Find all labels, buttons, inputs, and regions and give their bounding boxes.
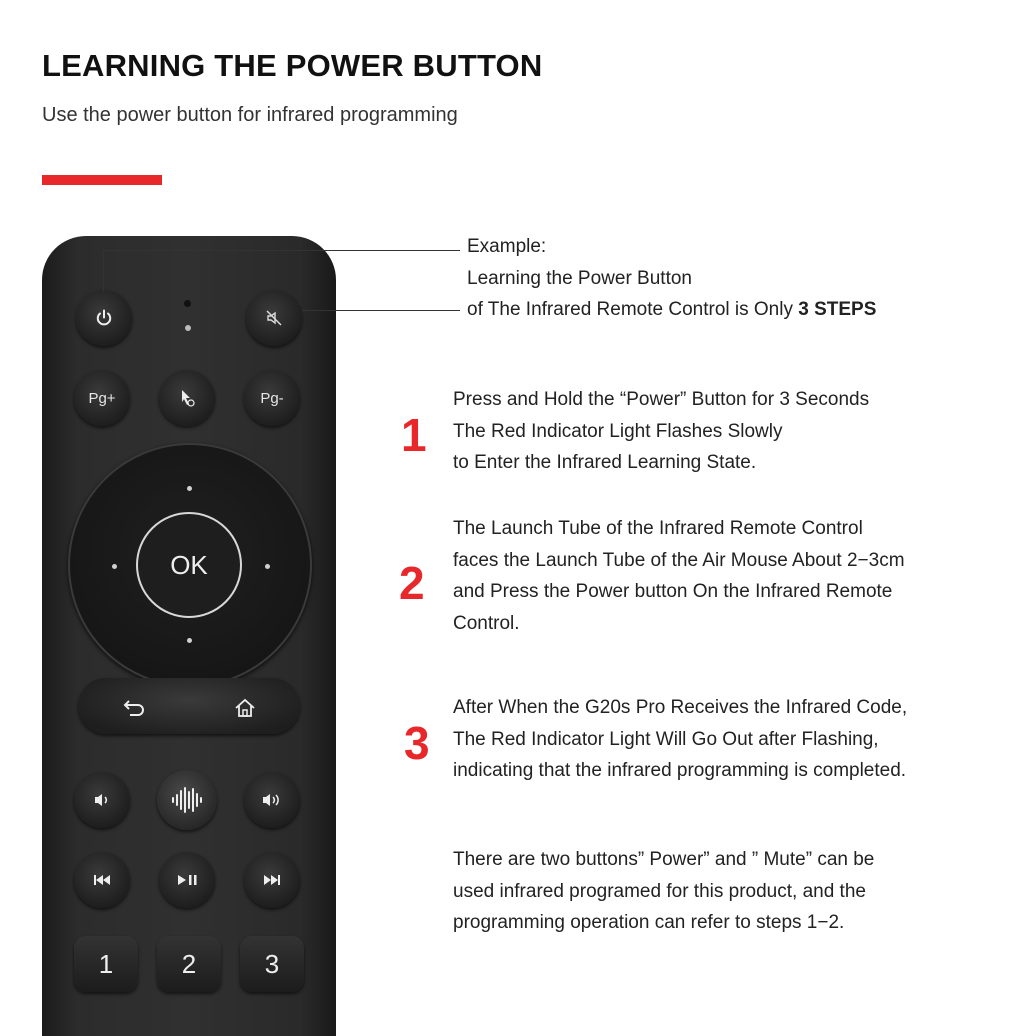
step-2-line: The Launch Tube of the Infrared Remote Control: [453, 518, 863, 539]
volume-up-button[interactable]: [244, 772, 300, 828]
indicator-light: [185, 325, 191, 331]
step-3-number: 3: [404, 717, 430, 769]
next-icon: [262, 874, 282, 886]
note-line: programming operation can refer to steps 1−2.: [453, 912, 845, 933]
step-3-line: The Red Indicator Light Will Go Out after Flashing,: [453, 728, 879, 750]
step-1-line: to Enter the Infrared Learning State.: [453, 452, 757, 473]
home-icon: [233, 697, 257, 719]
number-1-button[interactable]: 1: [74, 936, 138, 992]
note-line: There are two buttons” Power” and ” Mute” can be: [453, 849, 875, 870]
ir-sensor: [184, 300, 191, 307]
ok-button[interactable]: OK: [136, 512, 242, 618]
step-3-text: [453, 692, 907, 787]
callout-line-mute: [302, 310, 460, 311]
step-3-line: After When the G20s Pro Receives the Infrared Code,: [453, 697, 908, 718]
step-3-line: indicating that the infrared programming is completed.: [453, 760, 907, 781]
callout-line-power-horizontal: [103, 250, 460, 251]
volume-down-button[interactable]: [74, 772, 130, 828]
dpad-right[interactable]: [265, 564, 270, 569]
step-1-line: The Red Indicator Light Flashes Slowly: [453, 420, 783, 442]
back-button[interactable]: [112, 690, 158, 726]
power-icon: [94, 308, 114, 328]
dpad-up[interactable]: [187, 486, 192, 491]
callout-line-power-vertical: [103, 250, 104, 292]
dpad-down[interactable]: [187, 638, 192, 643]
step-2-text: [453, 513, 905, 639]
step-2-line: and Press the Power button On the Infrared Remote: [453, 581, 893, 602]
step-2-line: Control.: [453, 612, 520, 634]
note-text: [453, 844, 874, 939]
volume-down-icon: [92, 792, 112, 808]
step-2-number: 2: [399, 557, 425, 609]
step-1-number: 1: [401, 409, 427, 461]
play-pause-icon: [176, 874, 198, 886]
step-1-line: Press and Hold the “Power” Button for 3 Seconds: [453, 389, 870, 410]
number-3-button[interactable]: 3: [240, 936, 304, 992]
mouse-button[interactable]: [159, 370, 215, 426]
example-label: Example:: [467, 236, 547, 257]
play-pause-button[interactable]: [159, 852, 215, 908]
previous-button[interactable]: [74, 852, 130, 908]
page-subtitle: Use the power button for infrared programming: [42, 104, 458, 126]
example-line-2: Learning the Power Button: [467, 268, 692, 289]
back-icon: [122, 697, 148, 719]
example-steps-emphasis: 3 STEPS: [798, 299, 877, 320]
note-line: used infrared programed for this product, and the: [453, 880, 866, 902]
page-title: LEARNING THE POWER BUTTON: [42, 48, 543, 83]
volume-up-icon: [261, 792, 283, 808]
mute-icon: [264, 308, 284, 328]
mouse-cursor-icon: [177, 387, 197, 409]
number-2-button[interactable]: 2: [157, 936, 221, 992]
accent-bar: [42, 175, 162, 185]
power-button[interactable]: [76, 290, 132, 346]
next-button[interactable]: [244, 852, 300, 908]
previous-icon: [92, 874, 112, 886]
step-1-text: [453, 384, 869, 479]
home-button[interactable]: [222, 690, 268, 726]
page-up-button[interactable]: Pg+: [74, 370, 130, 426]
page-down-button[interactable]: Pg-: [244, 370, 300, 426]
example-line-3-text: of The Infrared Remote Control is Only: [467, 299, 799, 320]
dpad-left[interactable]: [112, 564, 117, 569]
mute-button[interactable]: [246, 290, 302, 346]
step-2-line: faces the Launch Tube of the Air Mouse About 2−3cm: [453, 549, 905, 571]
voice-icon: [169, 786, 205, 814]
voice-button[interactable]: [157, 770, 217, 830]
example-line-3: [467, 299, 876, 321]
